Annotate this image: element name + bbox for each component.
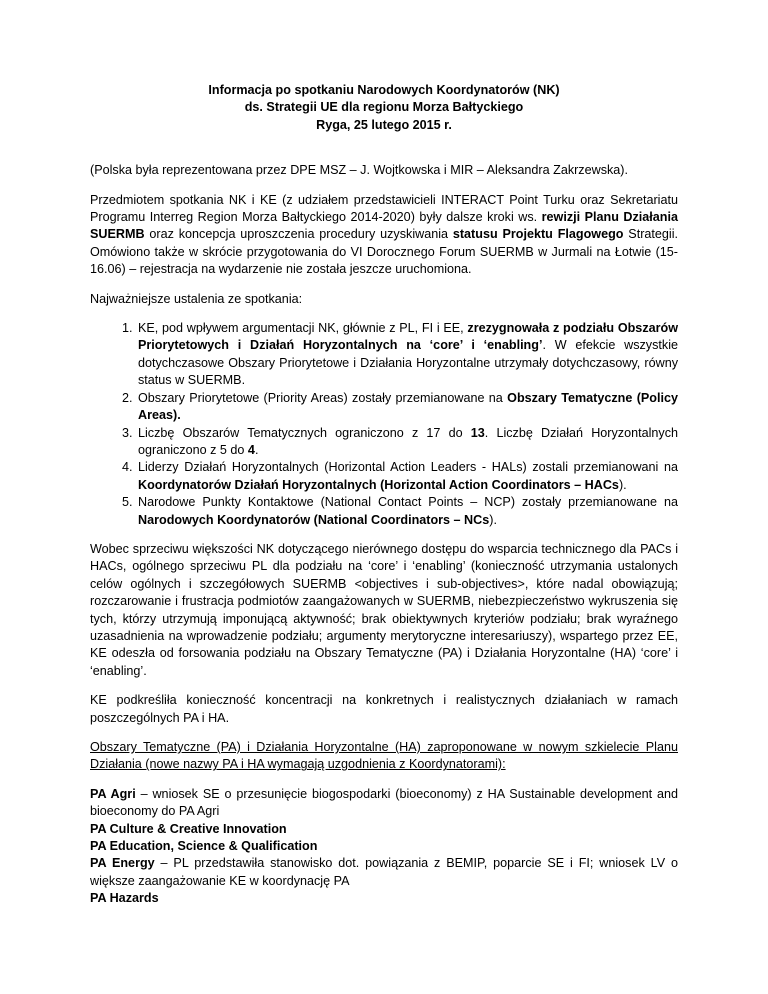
finding-item: 2. Obszary Priorytetowe (Priority Areas) zostały przemianowane na Obszary Tematyczne (Policy Areas). — [136, 390, 678, 425]
policy-area-energy: PA Energy – PL przedstawiła stanowisko dot. powiązania z BEMIP, poparcie SE i FI; wniosek LV o większe zaangażowanie KE w koordynację PA — [90, 856, 678, 888]
policy-area-culture: PA Culture & Creative Innovation — [90, 821, 287, 836]
findings-list — [90, 320, 678, 529]
objection-paragraph: Wobec sprzeciwu większości NK dotyczącego nierównego dostępu do wsparcia technicznego dla PACs i HACs, ogólnego sprzeciwu PL dla podziału na ‘core’ i ‘enabling’ (konieczność utrzymania ustalonych celów ogólnych i szczegółowych SUERMB <objectives i sub-objectives>, które nadal obowiązują; rozczarowanie i frustracja podmiotów zaangażowanych w SUERMB, niebezpieczeństwo wykruszenia się tych, którzy utrzymują imponującą aktywność; brak obiektywnych kryteriów podziału; brak wyraźnego uzasadnienia na wprowadzenie podziału; argumenty merytoryczne interesariuszy), wspartego przez EE, KE odeszła od forsowania podziału na Obszary Tematyczne (PA) i Działania Horyzontalne (HA) ‘core’ i ‘enabling’. — [90, 541, 678, 678]
policy-areas-list — [90, 786, 678, 908]
focus-paragraph: KE podkreśliła konieczność koncentracji na konkretnych i realistycznych działaniach w ramach poszczególnych PA i HA. — [90, 693, 678, 725]
document-date-line: Ryga, 25 lutego 2015 r. — [316, 117, 452, 132]
meeting-subject-paragraph: Przedmiotem spotkania NK i KE (z udziałem przedstawicieli INTERACT Point Turku oraz Sekretariatu Programu Interreg Region Morza Bałtyckiego 2014-2020) były dalsze kroki ws. rewizji Planu Działania SUERMB oraz koncepcja uproszczenia procedury uzyskiwania statusu Projektu Flagowego Strategii. Omówiono także w skrócie przygotowania do VI Dorocznego Forum SUERMB w Jurmali na Łotwie (15-16.06) – rejestracja na wydarzenie nie została jeszcze uruchomiona. — [90, 192, 679, 277]
representation-note: (Polska była reprezentowana przez DPE MSZ – J. Wojtkowska i MIR – Aleksandra Zakrzewska). — [90, 163, 628, 178]
policy-area-agri: PA Agri – wniosek SE o przesunięcie biogospodarki (bioeconomy) z HA Sustainable development and bioeconomy do PA Agri — [90, 786, 679, 819]
section-heading: Obszary Tematyczne (PA) i Działania Horyzontalne (HA) zaproponowane w nowym szkielecie Planu Działania (nowe nazwy PA i HA wymagają uzgodnienia z Koordynatorami): — [90, 740, 678, 772]
finding-item: 1. KE, pod wpływem argumentacji NK, głównie z PL, FI i EE, zrezygnowała z podziału Obszarów Priorytetowych i Działań Horyzontalnych na ‘core’ i ‘enabling’. W efekcie wszystkie dotychczasowe Obszary Priorytetowe i Działania Horyzontalne utrzymały dotychczasowy, równy status w SUERMB. — [136, 320, 678, 390]
document-title-line-1: Informacja po spotkaniu Narodowych Koordynatorów (NK) — [208, 83, 560, 97]
finding-item: 4. Liderzy Działań Horyzontalnych (Horizontal Action Leaders - HALs) zostali przemianowani na Koordynatorów Działań Horyzontalnych (Horizontal Action Coordinators – HACs). — [136, 459, 678, 494]
finding-item: 5. Narodowe Punkty Kontaktowe (National Contact Points – NCP) zostały przemianowane na Narodowych Koordynatorów (National Coordinators – NCs). — [136, 494, 678, 529]
finding-item: 3. Liczbę Obszarów Tematycznych ograniczono z 17 do 13. Liczbę Działań Horyzontalnych ograniczono z 5 do 4. — [136, 425, 678, 460]
document-title-line-2: ds. Strategii UE dla regionu Morza Bałtyckiego — [244, 100, 524, 115]
policy-area-hazards: PA Hazards — [90, 891, 159, 906]
findings-intro: Najważniejsze ustalenia ze spotkania: — [90, 291, 303, 306]
policy-area-education: PA Education, Science & Qualification — [90, 839, 318, 854]
